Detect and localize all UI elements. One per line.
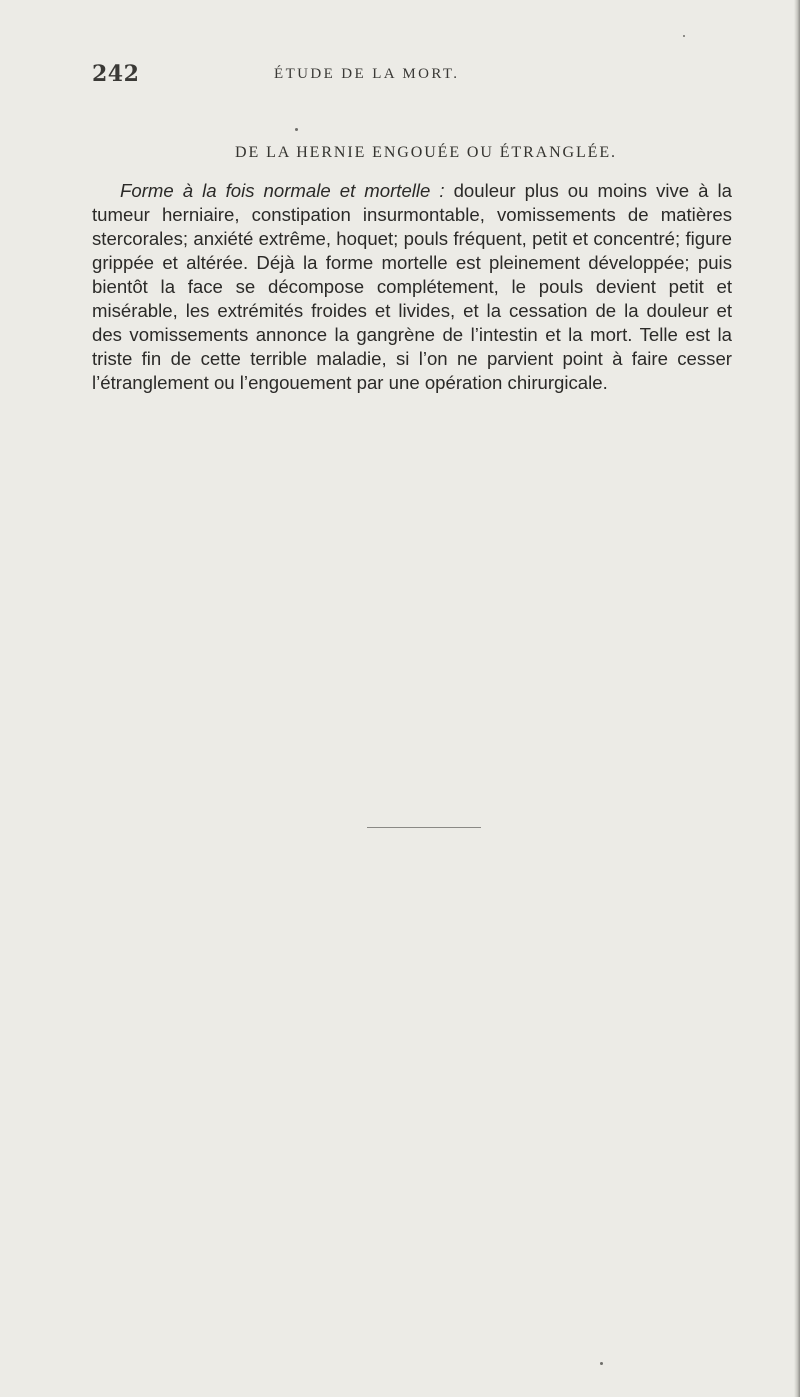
- section-title: DE LA HERNIE ENGOUÉE OU ÉTRANGLÉE.: [235, 144, 617, 161]
- paragraph-lead: Forme à la fois normale et mortelle :: [120, 180, 445, 201]
- page-edge-shadow: [794, 0, 800, 1397]
- running-head: [92, 61, 732, 91]
- section-end-rule: [367, 827, 481, 828]
- paper-speck: [600, 1362, 603, 1365]
- paragraph-text: douleur plus ou moins vive à la tumeur herniaire, constipation insurmontable, vomissements de matières stercorales; anxiété extrême, hoquet; pouls fréquent, petit et concentré; figure grippée et altérée. Déjà la forme mortelle est pleinement développée; puis bientôt la face se décompose complétement, le pouls devient petit et misérable, les extrémités froides et livides, et la cessation de la douleur et des vomissements annonce la gangrène de l’intestin et la mort. Telle est la triste fin de cette terrible maladie, si l’on ne parvient point à faire cesser l’étranglement ou l’engouement par une opération chirurgicale.: [92, 180, 732, 393]
- paper-speck: [683, 35, 685, 37]
- body-paragraph: [92, 179, 732, 395]
- running-title: ÉTUDE DE LA MORT.: [274, 66, 460, 82]
- paper-speck: [295, 128, 298, 131]
- page-number: 242: [92, 61, 140, 87]
